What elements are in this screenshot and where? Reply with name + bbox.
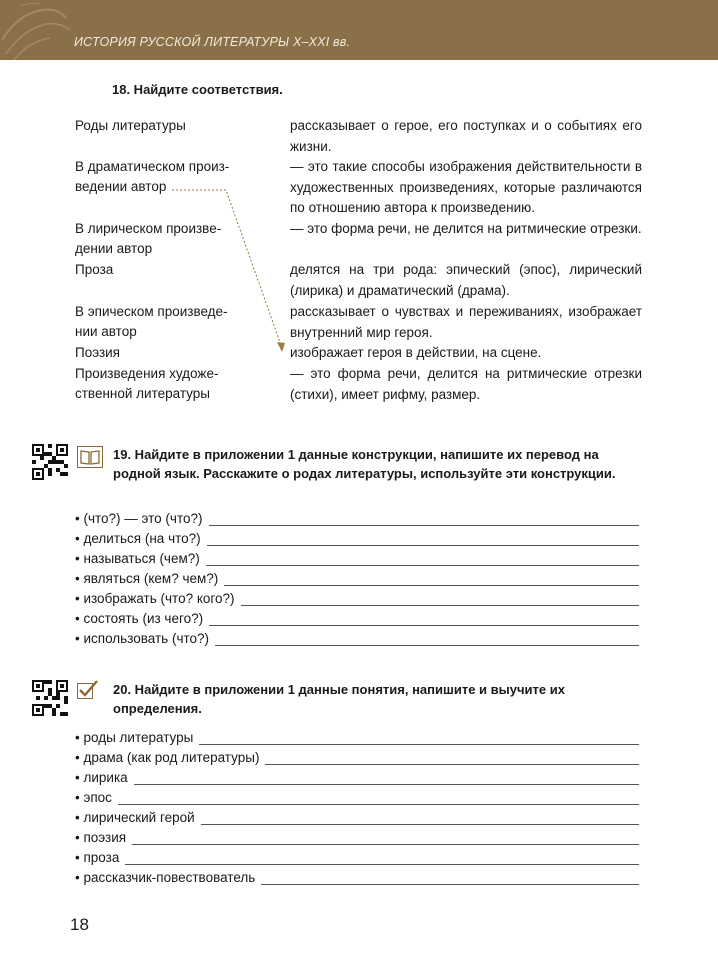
- task-20-label: • поэзия: [75, 830, 127, 845]
- right-item-4: делятся на три рода: эпический (эпос), лирический (лирика) и драматический (драма).: [290, 262, 642, 298]
- left-item-4: Проза: [75, 262, 114, 277]
- task-18-title: 18. Найдите соответствия.: [112, 82, 283, 97]
- book-title: ИСТОРИЯ РУССКОЙ ЛИТЕРАТУРЫ X–XXI вв.: [74, 35, 351, 49]
- task-19-row: [75, 566, 639, 586]
- right-item-5: рассказывает о чувствах и переживаниях, изображает внутренний мир героя.: [290, 304, 642, 340]
- qr-code-icon[interactable]: [32, 680, 68, 716]
- answer-line[interactable]: [241, 591, 639, 606]
- example-match-arrow: [0, 0, 718, 420]
- task-20-row: [75, 825, 639, 845]
- left-item-7a: Произведения художе-: [75, 366, 219, 381]
- left-item-7b: ственной литературы: [75, 386, 210, 401]
- answer-line[interactable]: [261, 870, 639, 885]
- task-19-row: [75, 546, 639, 566]
- right-item-6: изображает героя в действии, на сцене.: [290, 345, 542, 360]
- page-number: 18: [70, 915, 89, 934]
- answer-line[interactable]: [199, 730, 639, 745]
- task-20-row: [75, 785, 639, 805]
- task-19-label: • использовать (что?): [75, 631, 210, 646]
- left-item-3b: дении автор: [75, 241, 153, 256]
- answer-line[interactable]: [215, 631, 639, 646]
- answer-line[interactable]: [206, 551, 639, 566]
- answer-line[interactable]: [265, 750, 639, 765]
- task-19-row: [75, 586, 639, 606]
- task-20-row: [75, 845, 639, 865]
- task-19-label: • изображать (что? кого?): [75, 591, 235, 606]
- right-item-2: — это такие способы изображения действительности в художественных произведениях, которые различаются по отношению автора к произведению.: [290, 159, 642, 215]
- task-19-row: [75, 606, 639, 626]
- answer-line[interactable]: [207, 531, 639, 546]
- task-19-label: • называться (чем?): [75, 551, 200, 566]
- right-item-7: — это форма речи, делится на ритмические отрезки (стихи), имеет рифму, размер.: [290, 366, 642, 402]
- answer-line[interactable]: [134, 770, 639, 785]
- task-19-row: [75, 506, 639, 526]
- right-item-1: рассказывает о герое, его поступках и о событиях его жизни.: [290, 118, 642, 154]
- left-item-2a: В драматическом произ-: [75, 159, 230, 174]
- task-19-title: 19. Найдите в приложении 1 данные конструкции, напишите их перевод на родной язык. Расскажите о родах литературы, используйте эти конструкции.: [113, 447, 616, 481]
- left-item-3a: В лирическом произве-: [75, 221, 222, 236]
- left-item-6: Поэзия: [75, 345, 120, 360]
- answer-line[interactable]: [118, 790, 639, 805]
- task-19-row: [75, 626, 639, 646]
- answer-line[interactable]: [224, 571, 639, 586]
- left-item-1: Роды литературы: [75, 118, 186, 133]
- task-20-title: 20. Найдите в приложении 1 данные понятия, напишите и выучите их определения.: [113, 682, 565, 716]
- answer-line[interactable]: [201, 810, 639, 825]
- book-icon: [77, 446, 103, 468]
- task-20-label: • рассказчик-повествователь: [75, 870, 256, 885]
- left-item-5b: нии автор: [75, 324, 137, 339]
- left-item-2b: ведении автор: [75, 179, 167, 194]
- task-20-label: • проза: [75, 850, 120, 865]
- right-item-3: — это форма речи, не делится на ритмические отрезки.: [290, 221, 642, 236]
- task-20-label: • драма (как род литературы): [75, 750, 260, 765]
- answer-line[interactable]: [209, 611, 639, 626]
- left-item-5a: В эпическом произведе-: [75, 304, 228, 319]
- checkmark-icon: [77, 680, 99, 700]
- task-20-row: [75, 765, 639, 785]
- task-19-label: • состоять (из чего?): [75, 611, 204, 626]
- task-19-label: • (что?) — это (что?): [75, 511, 203, 526]
- task-20-row: [75, 805, 639, 825]
- answer-line[interactable]: [209, 511, 639, 526]
- task-20-row: [75, 745, 639, 765]
- task-20-row: [75, 725, 639, 745]
- answer-line[interactable]: [132, 830, 639, 845]
- task-19-row: [75, 526, 639, 546]
- task-20-row: [75, 865, 639, 885]
- qr-code-icon[interactable]: [32, 444, 68, 480]
- task-19-label: • делиться (на что?): [75, 531, 201, 546]
- task-20-label: • роды литературы: [75, 730, 194, 745]
- task-20-label: • эпос: [75, 790, 112, 805]
- task-20-label: • лирический герой: [75, 810, 195, 825]
- answer-line[interactable]: [125, 850, 639, 865]
- task-20-label: • лирика: [75, 770, 128, 785]
- task-19-label: • являться (кем? чем?): [75, 571, 219, 586]
